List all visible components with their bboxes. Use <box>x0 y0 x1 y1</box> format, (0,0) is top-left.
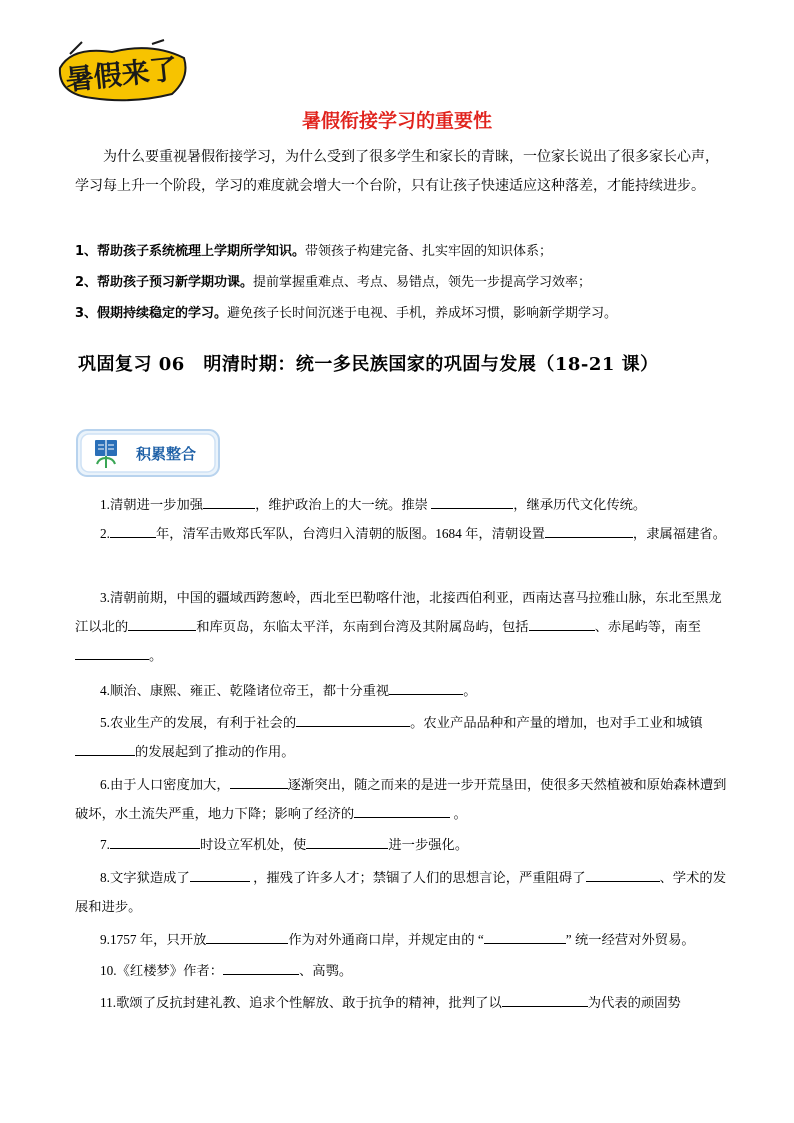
page-title: 暑假衔接学习的重要性 <box>301 110 492 132</box>
question-8: 8.文字狱造成了 ，摧残了许多人才；禁锢了人们的思想言论，严重阻碍了 、学术的发展和进步。 <box>75 863 730 921</box>
section-title: 巩固复习 06 明清时期：统一多民族国家的巩固与发展（18-21 课） <box>78 354 659 375</box>
logo-text: 暑假来了 <box>64 52 180 97</box>
question-2: 2. 年，清军击败郑氏军队，台湾归入清朝的版图。1684 年，清朝设置 ，隶属福建省。 <box>75 519 730 548</box>
question-3: 3.清朝前期，中国的疆域西跨葱岭，西北至巴勒喀什池，北接西伯利亚，西南达喜马拉雅山脉，东北至黑龙江以北的 和库页岛，东临太平洋，东南到台湾及其附属岛屿，包括 、赤尾屿等，南至。 <box>75 590 722 663</box>
intro-paragraph: 为什么要重视暑假衔接学习，为什么受到了很多学生和家长的青睐，一位家长说出了很多家长心声，学习每上升一个阶段，学习的难度就会增大一个台阶，只有让孩子快速适应这种落差，才能持续进步。 <box>75 149 719 194</box>
summer-logo <box>52 38 192 108</box>
question-6: 6.由于人口密度加大， 逐渐突出，随之而来的是进一步开荒垦田，使很多天然植被和原始森林遭到破坏，水土流失严重，地力下降；影响了经济的 。 <box>75 770 730 828</box>
question-5: 5.农业生产的发展，有利于社会的 。农业产品品种和产量的增加，也对手工业和城镇的发展起到了推动的作用。 <box>75 708 730 766</box>
question-9: 9.1757 年，只开放 作为对外通商口岸，并规定由的 “ ” 统一经营对外贸易。 <box>100 925 730 954</box>
question-10: 10.《红楼梦》作者： 、高鹗。 <box>100 956 730 985</box>
question-7: 7. 时设立军机处，使 进一步强化。 <box>100 830 730 859</box>
point-2: 2、帮助孩子预习新学期功课。提前掌握重难点、考点、易错点，领先一步提高学习效率； <box>75 275 592 290</box>
question-1: 1.清朝进一步加强 ，维护政治上的大一统。推崇 ，继承历代文化传统。 <box>100 490 730 519</box>
point-3: 3、假期持续稳定的学习。避免孩子长时间沉迷于电视、手机，养成坏习惯，影响新学期学习。 <box>75 306 618 321</box>
badge-label: 积累整合 <box>136 445 197 463</box>
question-4: 4.顺治、康熙、雍正、乾隆诸位帝王，都十分重视 。 <box>100 676 730 705</box>
point-1: 1、帮助孩子系统梳理上学期所学知识。带领孩子构建完备、扎实牢固的知识体系； <box>75 244 553 259</box>
question-11: 11.歌颂了反抗封建礼教、追求个性解放、敢于抗争的精神，批判了以 为代表的顽固势 <box>100 988 730 1017</box>
